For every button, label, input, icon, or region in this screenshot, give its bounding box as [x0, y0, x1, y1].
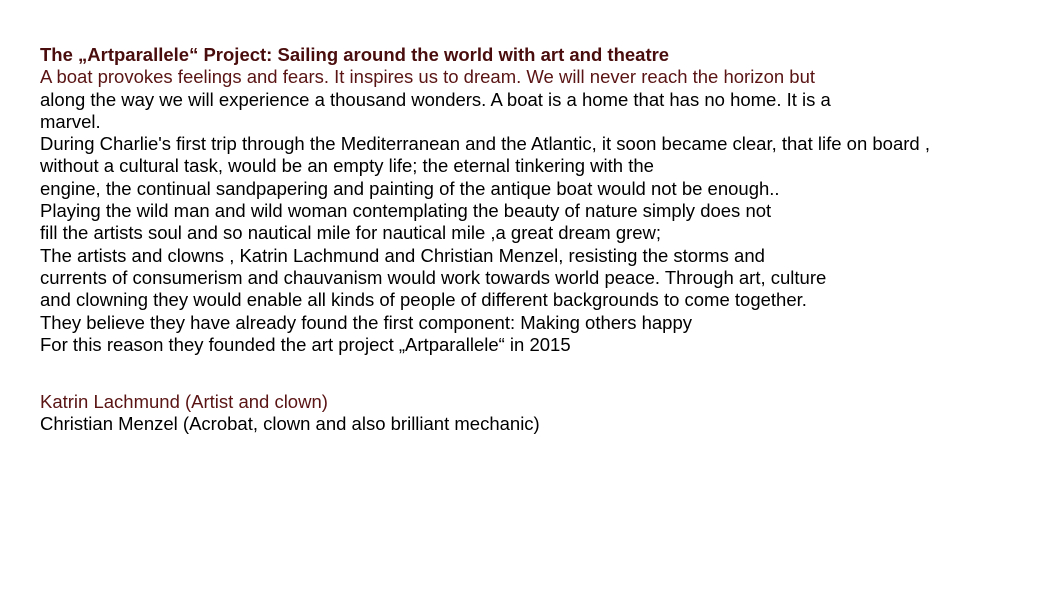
- body-line: without a cultural task, would be an empty life; the eternal tinkering with the: [40, 155, 654, 177]
- body-text: [40, 89, 1030, 357]
- body-line: marvel.: [40, 110, 101, 132]
- body-line: along the way we will experience a thousand wonders. A boat is a home that has no home. It is a: [40, 88, 831, 110]
- body-line: currents of consumerism and chauvanism would work towards world peace. Through art, culture: [40, 266, 827, 288]
- body-line: During Charlie's first trip through the Mediterranean and the Atlantic, it soon became clear, that life on board ,: [40, 133, 930, 155]
- spacer: [40, 356, 1030, 391]
- body-line: fill the artists soul and so nautical mile for nautical mile ,a great dream grew;: [40, 222, 662, 244]
- credits: [40, 391, 1030, 436]
- document-page: [40, 44, 1030, 436]
- body-line: They believe they have already found the first component: Making others happy: [40, 311, 692, 333]
- body-line: engine, the continual sandpapering and painting of the antique boat would not be enough..: [40, 177, 780, 199]
- intro-line: A boat provokes feelings and fears. It inspires us to dream. We will never reach the horizon but: [40, 66, 816, 88]
- credit-katrin: Katrin Lachmund (Artist and clown): [40, 391, 328, 413]
- body-line: The artists and clowns , Katrin Lachmund and Christian Menzel, resisting the storms and: [40, 244, 765, 266]
- credit-christian: Christian Menzel (Acrobat, clown and also brilliant mechanic): [40, 413, 540, 435]
- body-line: and clowning they would enable all kinds of people of different backgrounds to come together.: [40, 289, 807, 311]
- body-line: Playing the wild man and wild woman contemplating the beauty of nature simply does not: [40, 200, 772, 222]
- document-title: The „Artparallele“ Project: Sailing around the world with art and theatre: [40, 44, 670, 65]
- body-line: For this reason they founded the art project „Artparallele“ in 2015: [40, 333, 571, 355]
